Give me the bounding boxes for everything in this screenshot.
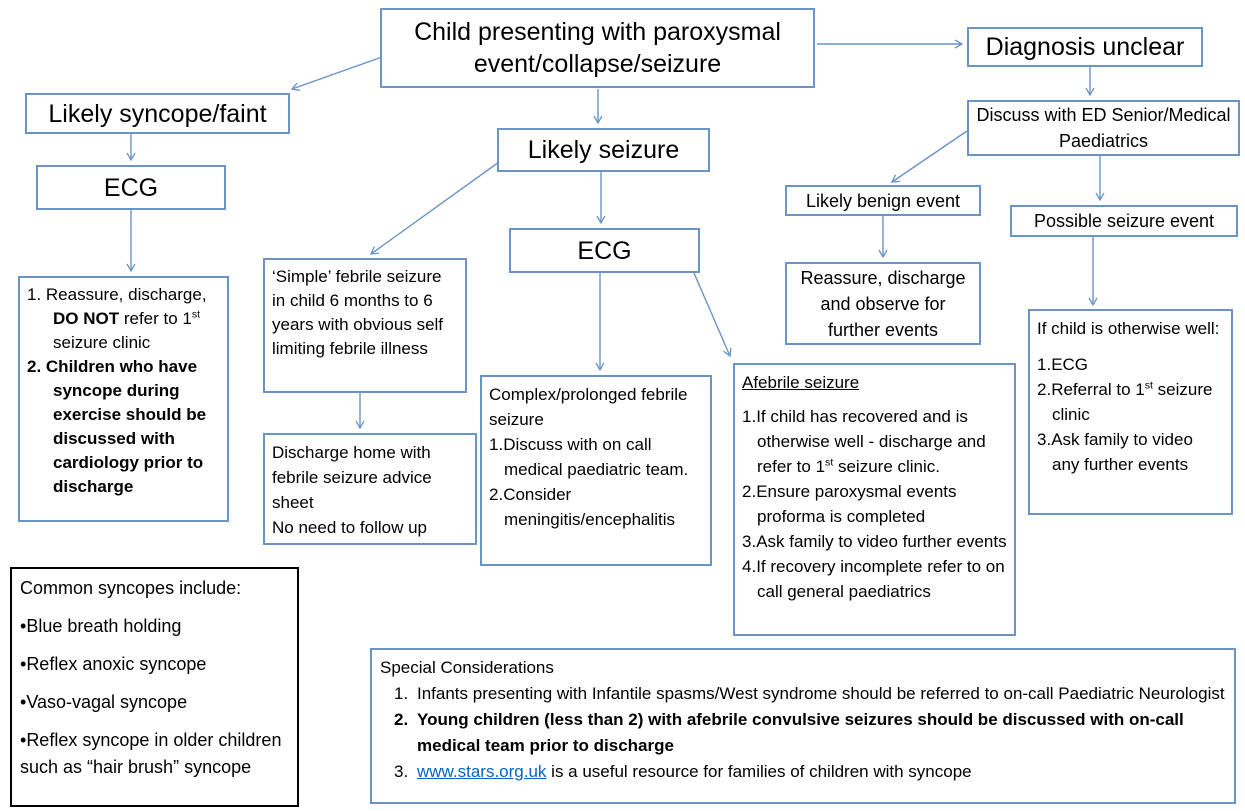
node-ecg-center-label: ECG [577, 236, 632, 265]
discharge-home-line1: Discharge home with febrile seizure advice sheet [272, 443, 432, 512]
node-possible-seizure-label: Possible seizure event [1033, 211, 1215, 231]
node-root-label: Child presenting with paroxysmal event/collapse/seizure [414, 18, 781, 78]
stars-link[interactable]: www.stars.org.uk [417, 762, 547, 781]
list-item: 1. Infants presenting with Infantile spasms/West syndrome should be referred to on-call Paediatric Neurologist [394, 684, 1225, 703]
list-item: 2.Ensure paroxysmal events proforma is completed [742, 482, 957, 526]
bullet-item: •Reflex anoxic syncope [20, 654, 207, 674]
list-item: 4.If recovery incomplete refer to on call general paediatrics [742, 557, 1005, 601]
afebrile-title: Afebrile seizure [742, 373, 860, 392]
discharge-home-line2: No need to follow up [272, 518, 427, 537]
if-child-intro: If child is otherwise well: [1037, 319, 1220, 338]
node-likely-syncope-label: Likely syncope/faint [48, 99, 267, 128]
list-item: 3. www.stars.org.uk is a useful resource for families of children with syncope [380, 759, 1226, 785]
list-item: 2.Consider meningitis/encephalitis [489, 485, 676, 529]
node-diagnosis-unclear-label: Diagnosis unclear [985, 33, 1185, 61]
node-likely-seizure-label: Likely seizure [527, 136, 680, 164]
list-item: 3.Ask family to video any further events [1037, 430, 1193, 474]
common-syncopes-title: Common syncopes include: [20, 578, 242, 598]
list-item: 2. Young children (less than 2) with afebrile convulsive seizures should be discussed with on-call medical team prior to discharge [394, 710, 1184, 755]
common-syncopes-box [10, 567, 299, 807]
list-item: 1.If child has recovered and is otherwise well - discharge and refer to 1st seizure clinic. [742, 407, 986, 476]
special-considerations-box [370, 648, 1236, 804]
node-possible-seizure [1010, 205, 1238, 237]
bullet-item: •Vaso-vagal syncope [20, 692, 188, 712]
bullet-item: •Reflex syncope in older children such as “hair brush” syncope [20, 730, 282, 777]
node-discuss-ed-label: Discuss with ED Senior/Medical Paediatrics [976, 105, 1231, 151]
afebrile-seizure-box [733, 363, 1016, 636]
complex-febrile-title: Complex/prolonged febrile seizure [489, 385, 688, 429]
list-item: 2.Referral to 1st seizure clinic [1037, 379, 1213, 424]
simple-febrile-text: ‘Simple’ febrile seizure in child 6 months to 6 years with obvious self limiting febrile illness [272, 267, 444, 358]
complex-febrile-box [480, 375, 712, 566]
discharge-home-box [263, 433, 477, 545]
list-item: 1.Discuss with on call medical paediatric team. [489, 435, 689, 479]
node-ecg-center [509, 228, 700, 273]
stars-resource-line: www.stars.org.uk is a useful resource for families of children with syncope [417, 762, 972, 781]
node-discuss-ed [967, 100, 1240, 156]
node-root [380, 8, 815, 88]
reassure-observe-label: Reassure, discharge and observe for further events [800, 267, 966, 340]
reassure-observe-box [785, 262, 981, 345]
bullet-item: •Blue breath holding [20, 616, 182, 636]
node-ecg-left [36, 165, 226, 210]
node-diagnosis-unclear [967, 27, 1203, 67]
syncope-advice-box [18, 276, 229, 522]
special-considerations-title: Special Considerations [380, 658, 554, 677]
node-likely-benign-label: Likely benign event [805, 190, 961, 211]
list-item: 1. Reassure, discharge, DO NOT refer to 1st seizure clinic [27, 285, 207, 352]
simple-febrile-box [263, 258, 467, 393]
node-likely-syncope [25, 93, 290, 134]
list-item: 1.ECG [1037, 355, 1089, 374]
node-ecg-left-label: ECG [103, 173, 159, 202]
if-child-well-box [1028, 309, 1233, 515]
list-item: 2. Children who have syncope during exercise should be discussed with cardiology prior to discharge [27, 357, 207, 496]
node-likely-benign [785, 185, 981, 216]
list-item: 3.Ask family to video further events [742, 532, 1007, 551]
node-likely-seizure [497, 128, 710, 172]
